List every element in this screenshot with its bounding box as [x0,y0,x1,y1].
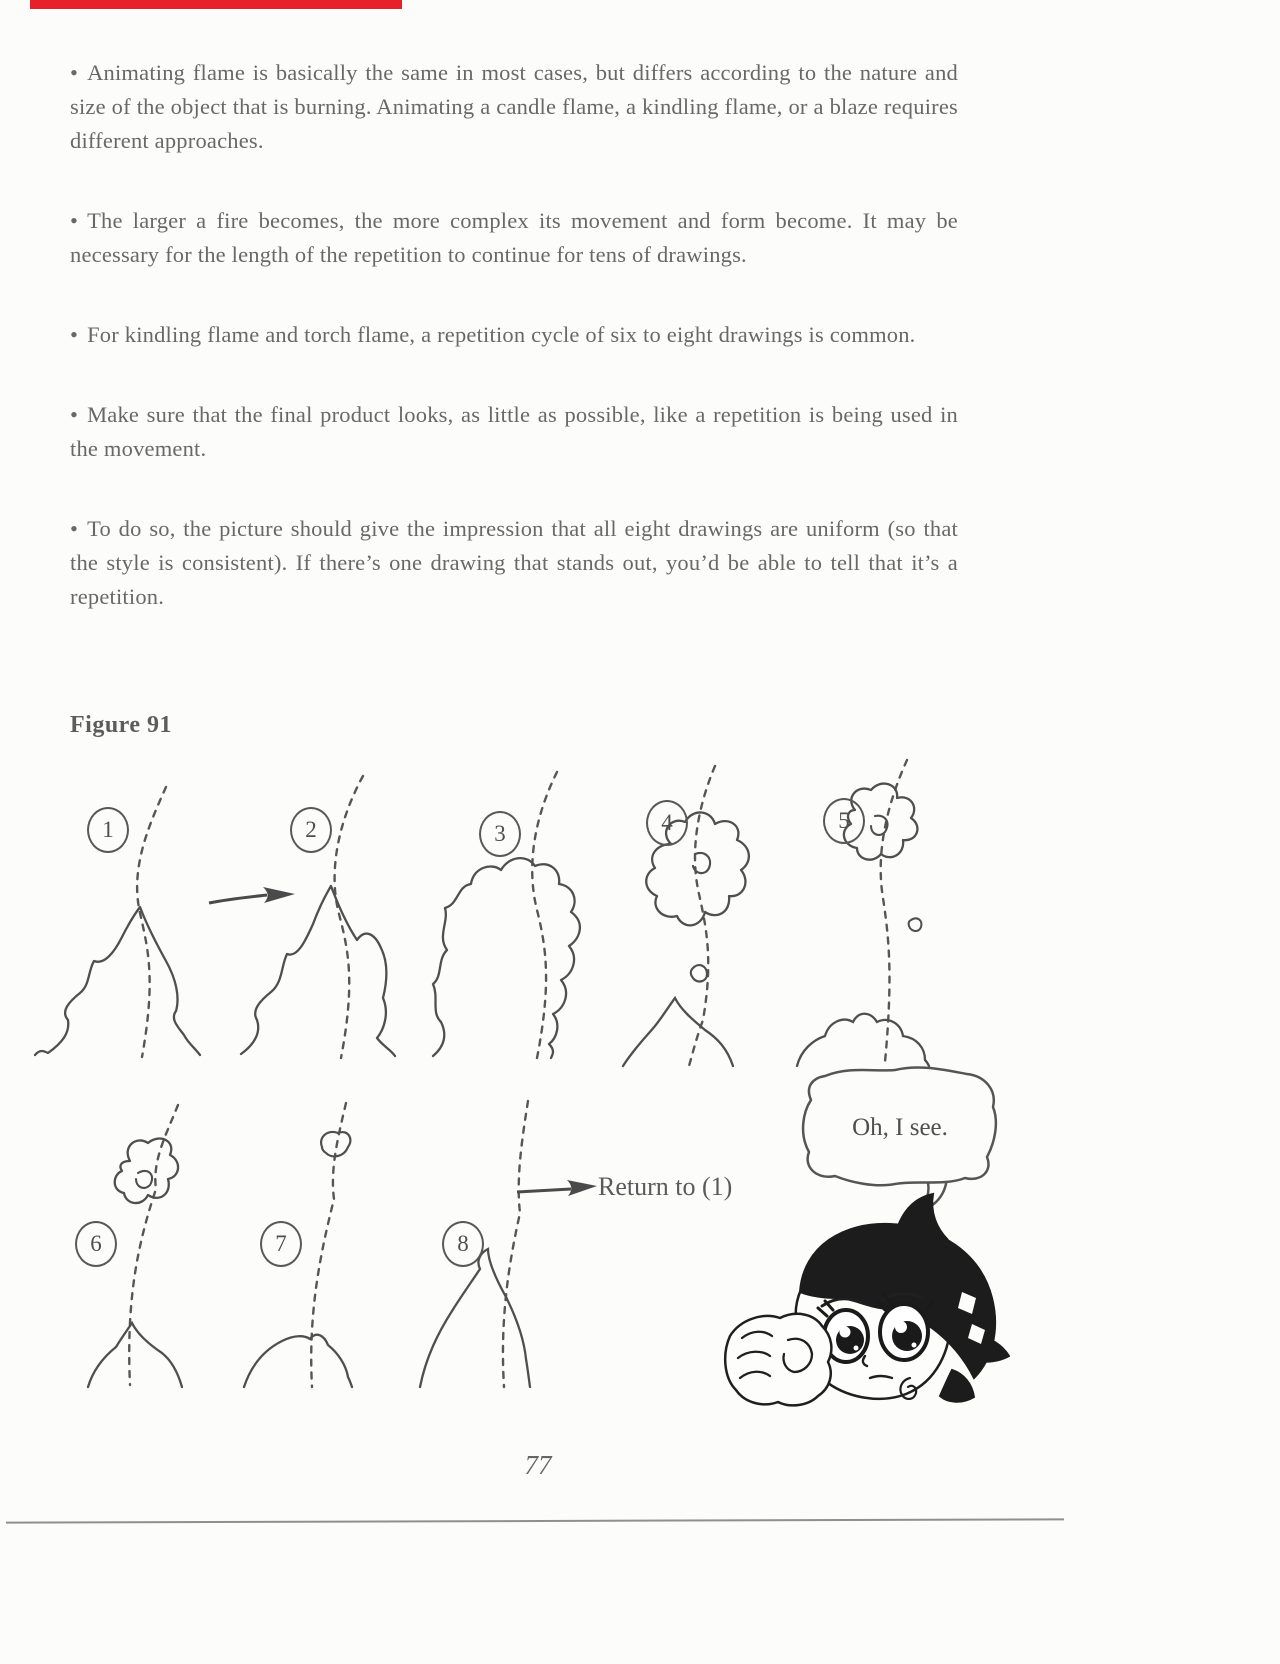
return-to-1-label: Return to (1) [598,1172,733,1201]
frame-number-label: 5 [838,808,850,833]
bullet-marker: • [70,322,79,347]
scan-red-stripe-artifact [30,0,402,9]
bullet-list [70,56,958,660]
frame-number-3 [479,811,521,857]
bullet-text: The larger a fire becomes, the more complex its movement and form become. It may be necessary for the length of the repetition to continue for tens of drawings. [70,208,958,267]
frame-number-label: 1 [102,817,114,842]
frame-number-4 [646,800,688,846]
figure-label: Figure 91 [70,712,173,738]
page-number: 77 [524,1450,552,1480]
frame-number-7 [260,1221,302,1267]
bullet-marker: • [70,516,79,541]
bullet-text: Make sure that the final product looks, as little as possible, like a repetition is being used in the movement. [70,402,958,461]
astro-boy-head-drawing [700,1140,1010,1430]
flame-frame-8-drawing [380,1095,590,1395]
frame-number-6 [75,1221,117,1267]
bullet-marker: • [70,402,79,427]
frame-number-label: 4 [661,810,673,835]
bullet-text: For kindling flame and torch flame, a repetition cycle of six to eight drawings is common. [87,322,916,347]
frame-number-label: 2 [305,817,317,842]
flame-frame-7-drawing [200,1095,410,1395]
return-arrow-icon [515,1176,600,1200]
frame-number-2 [290,807,332,853]
bullet-marker: • [70,60,79,85]
speech-bubble-text: Oh, I see. [852,1114,948,1141]
flame-frame-5-drawing [755,752,985,1067]
bullet-paragraph [70,204,958,272]
bullet-text: Animating flame is basically the same in most cases, but differs according to the nature and size of the object that is burning. Animating a candle flame, a kindling flame, or a blaze requires different approaches. [70,60,958,153]
bullet-paragraph [70,318,958,352]
frame-number-label: 8 [457,1231,469,1256]
frame-number-label: 7 [275,1231,287,1256]
bullet-marker: • [70,208,79,233]
bullet-paragraph [70,398,958,466]
frame-number-label: 3 [494,821,506,846]
bullet-paragraph [70,512,958,614]
frame-number-1 [87,807,129,853]
frame-number-8 [442,1221,484,1267]
frame-number-5 [823,798,865,844]
frame-number-label: 6 [90,1231,102,1256]
page-edge-line [6,1518,1064,1523]
bullet-paragraph [70,56,958,158]
flame-frame-1-drawing [30,765,250,1065]
bullet-text: To do so, the picture should give the impression that all eight drawings are uniform (so that the style is consistent). If there’s one drawing that stands out, you’d be able to tell that it’s a repetition. [70,516,958,609]
